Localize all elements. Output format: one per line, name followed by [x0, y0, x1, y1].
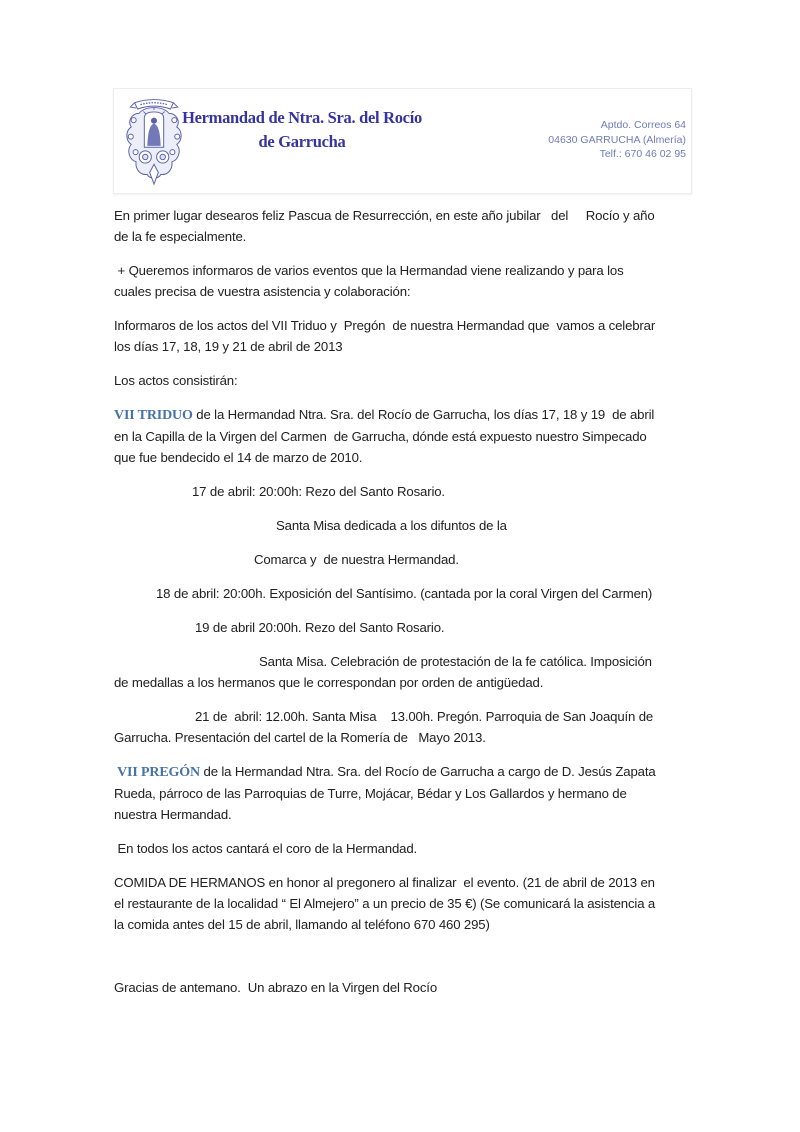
paragraph-triduo [114, 404, 698, 468]
body-line: En primer lugar desearos feliz Pascua de Resurrección, en este año jubilar del Rocío y año [114, 208, 655, 223]
paragraph-announcement [114, 260, 698, 302]
body-line: que fue bendecido el 14 de marzo de 2010. [114, 450, 363, 465]
paragraph-events-intro [114, 315, 698, 357]
body-line: de medallas a los hermanos que le correspondan por orden de antigüedad. [114, 675, 544, 690]
body-line: cuales precisa de vuestra asistencia y colaboración: [114, 284, 411, 299]
schedule-april-21 [114, 706, 698, 748]
org-name-line1: Hermandad de Ntra. Sra. del Rocío [182, 108, 422, 127]
address-line-phone: Telf.: 670 46 02 95 [599, 148, 686, 160]
triduo-heading: VII TRIDUO [114, 408, 193, 423]
body-line: Gracias de antemano. Un abrazo en la Virgen del Rocío [114, 980, 438, 995]
body-line: los días 17, 18, 19 y 21 de abril de 2013 [114, 339, 343, 354]
paragraph-closing [114, 977, 698, 998]
letter-body [114, 205, 698, 1011]
letterhead [113, 88, 692, 194]
body-line-text: de la Hermandad Ntra. Sra. del Rocío de Garrucha, los días 17, 18 y 19 de abril [192, 407, 655, 422]
body-line: nuestra Hermandad. [114, 807, 232, 822]
body-line: 17 de abril: 20:00h: Rezo del Santo Rosario. [192, 484, 445, 499]
body-line: 21 de abril: 12.00h. Santa Misa 13.00h. Pregón. Parroquia de San Joaquín de [195, 709, 654, 724]
body-line: de la fe especialmente. [114, 229, 247, 244]
schedule-april-19-misa [114, 651, 698, 693]
body-line-text: de la Hermandad Ntra. Sra. del Rocío de Garrucha a cargo de D. Jesús Zapata [200, 764, 656, 779]
body-line: COMIDA DE HERMANOS en honor al pregonero al finalizar el evento. (21 de abril de 2013 en [114, 875, 655, 890]
body-line: En todos los actos cantará el coro de la Hermandad. [114, 841, 418, 856]
address-line-po-box: Aptdo. Correos 64 [600, 119, 686, 131]
schedule-april-17 [114, 481, 698, 502]
body-line: + Queremos informaros de varios eventos que la Hermandad viene realizando y para los [114, 263, 624, 278]
body-line [114, 761, 698, 783]
schedule-april-18 [114, 583, 698, 604]
org-name-line2: de Garrucha [258, 132, 346, 151]
body-line: Rueda, párroco de las Parroquias de Turre, Mojácar, Bédar y Los Gallardos y hermano de [114, 786, 627, 801]
schedule-april-17-misa [114, 515, 698, 536]
schedule-april-17-comarca [114, 549, 698, 570]
schedule-april-19 [114, 617, 698, 638]
body-line: la comida antes del 15 de abril, llamando al teléfono 670 460 295) [114, 917, 490, 932]
body-line: Garrucha. Presentación del cartel de la Romería de Mayo 2013. [114, 730, 486, 745]
body-line: Los actos consistirán: [114, 373, 238, 388]
address-line-city: 04630 GARRUCHA (Almería) [548, 133, 686, 146]
body-line: Informaros de los actos del VII Triduo y Pregón de nuestra Hermandad que vamos a celebrar [114, 318, 656, 333]
body-line [114, 404, 698, 426]
paragraph-comida [114, 872, 698, 935]
paragraph-coro [114, 838, 698, 859]
pregon-heading: VII PREGÓN [114, 765, 200, 780]
paragraph-pregon [114, 761, 698, 825]
body-line: 18 de abril: 20:00h. Exposición del Santísimo. (cantada por la coral Virgen del Carmen) [156, 586, 653, 601]
body-line: Comarca y de nuestra Hermandad. [254, 552, 459, 567]
body-line: Santa Misa. Celebración de protestación de la fe católica. Imposición [259, 654, 652, 669]
paragraph-acts-label [114, 370, 698, 391]
contact-block [548, 118, 686, 162]
body-line: en la Capilla de la Virgen del Carmen de Garrucha, dónde está expuesto nuestro Simpecado [114, 429, 647, 444]
body-line: 19 de abril 20:00h. Rezo del Santo Rosario. [195, 620, 445, 635]
body-line: el restaurante de la localidad “ El Almejero” a un precio de 35 €) (Se comunicará la asistencia a [114, 896, 656, 911]
body-line: Santa Misa dedicada a los difuntos de la [276, 518, 507, 533]
org-name [176, 106, 428, 154]
paragraph-greeting [114, 205, 698, 247]
